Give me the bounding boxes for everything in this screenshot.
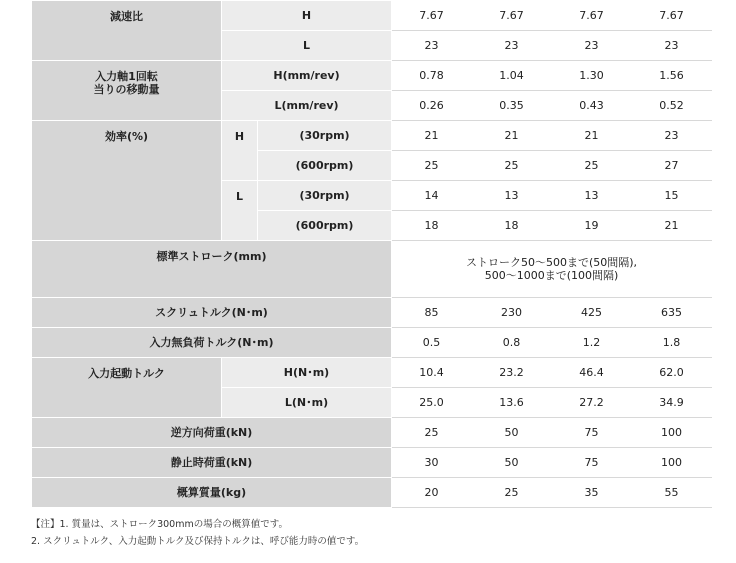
- cell-value: 7.67: [392, 1, 472, 31]
- cell-value: 0.78: [392, 61, 472, 91]
- efficiency-h-label: H: [222, 121, 258, 181]
- cell-value: 18: [472, 211, 552, 241]
- cell-value: 100: [632, 448, 712, 478]
- cell-value: 23: [472, 31, 552, 61]
- cell-value: 13: [552, 181, 632, 211]
- cell-value: 75: [552, 448, 632, 478]
- cell-value: 27: [632, 151, 712, 181]
- efficiency-l-label: L: [222, 181, 258, 241]
- cell-value: 1.56: [632, 61, 712, 91]
- cell-value: 0.52: [632, 91, 712, 121]
- cell-value: 23: [632, 121, 712, 151]
- table-row: [32, 298, 712, 328]
- cell-value: 0.5: [392, 328, 472, 358]
- table-row: [32, 241, 712, 298]
- cell-value: 75: [552, 418, 632, 448]
- sub-label: H: [222, 1, 392, 31]
- cell-value: 13.6: [472, 388, 552, 418]
- row-label-line: 当りの移動量: [93, 83, 160, 97]
- cell-value: 23: [392, 31, 472, 61]
- cell-value: 23: [632, 31, 712, 61]
- cell-value: 100: [632, 418, 712, 448]
- cell-value: 635: [632, 298, 712, 328]
- cell-value: 1.8: [632, 328, 712, 358]
- sub-label: (600rpm): [258, 211, 392, 241]
- cell-value: 10.4: [392, 358, 472, 388]
- cell-value: 35: [552, 478, 632, 508]
- cell-value: 7.67: [472, 1, 552, 31]
- sub-label: L: [222, 31, 392, 61]
- table-row: [32, 478, 712, 508]
- cell-value: 14: [392, 181, 472, 211]
- row-label-static-load: 静止時荷重(kN): [32, 448, 392, 478]
- cell-value: 46.4: [552, 358, 632, 388]
- table-row: [32, 358, 712, 388]
- cell-value: 30: [392, 448, 472, 478]
- stroke-line: ストローク50～500まで(50間隔),: [465, 255, 638, 269]
- cell-value: 25: [552, 151, 632, 181]
- cell-value: 0.35: [472, 91, 552, 121]
- cell-value: 23: [552, 31, 632, 61]
- note-line: 2. スクリュトルク、入力起動トルク及び保持トルクは、呼び能力時の値です。: [31, 536, 365, 547]
- cell-value: 23.2: [472, 358, 552, 388]
- notes: [31, 516, 364, 550]
- cell-value: 25: [472, 478, 552, 508]
- cell-value: 7.67: [632, 1, 712, 31]
- row-label-screw-torque: スクリュトルク(N･m): [32, 298, 392, 328]
- cell-value: 1.04: [472, 61, 552, 91]
- cell-value: 25.0: [392, 388, 472, 418]
- cell-value: 25: [392, 418, 472, 448]
- row-label-mass: 概算質量(kg): [32, 478, 392, 508]
- table-row: [32, 121, 712, 151]
- row-label-travel: [32, 61, 222, 121]
- row-label-efficiency: 効率(%): [32, 121, 222, 241]
- cell-value: 27.2: [552, 388, 632, 418]
- spec-table: [31, 0, 712, 508]
- table-row: [32, 328, 712, 358]
- cell-value: 25: [472, 151, 552, 181]
- cell-value: 85: [392, 298, 472, 328]
- sub-label: H(N･m): [222, 358, 392, 388]
- cell-value: 1.30: [552, 61, 632, 91]
- cell-value: 21: [472, 121, 552, 151]
- row-label-line: 入力軸1回転: [95, 70, 158, 83]
- sub-label: (30rpm): [258, 121, 392, 151]
- row-label-no-load-torque: 入力無負荷トルク(N･m): [32, 328, 392, 358]
- cell-value: 21: [392, 121, 472, 151]
- sub-label: (30rpm): [258, 181, 392, 211]
- sub-label: L(mm/rev): [222, 91, 392, 121]
- cell-value: 50: [472, 448, 552, 478]
- cell-value: 0.43: [552, 91, 632, 121]
- cell-value: 1.2: [552, 328, 632, 358]
- cell-value: 50: [472, 418, 552, 448]
- cell-value: 21: [632, 211, 712, 241]
- note-line: 【注】1. 質量は、ストローク300mmの場合の概算値です。: [31, 519, 288, 530]
- cell-value: 25: [392, 151, 472, 181]
- cell-value: 21: [552, 121, 632, 151]
- cell-value: 7.67: [552, 1, 632, 31]
- cell-value: 15: [632, 181, 712, 211]
- cell-value: 20: [392, 478, 472, 508]
- row-label-start-torque: 入力起動トルク: [32, 358, 222, 418]
- cell-value: 34.9: [632, 388, 712, 418]
- stroke-value: [392, 241, 712, 298]
- table-row: [32, 61, 712, 91]
- sub-label: (600rpm): [258, 151, 392, 181]
- cell-value: 0.26: [392, 91, 472, 121]
- cell-value: 425: [552, 298, 632, 328]
- table-row: [32, 418, 712, 448]
- cell-value: 55: [632, 478, 712, 508]
- cell-value: 62.0: [632, 358, 712, 388]
- sub-label: L(N･m): [222, 388, 392, 418]
- cell-value: 0.8: [472, 328, 552, 358]
- cell-value: 18: [392, 211, 472, 241]
- sub-label: H(mm/rev): [222, 61, 392, 91]
- table-row: [32, 1, 712, 31]
- table-row: [32, 448, 712, 478]
- cell-value: 19: [552, 211, 632, 241]
- row-label-reduction: 減速比: [32, 1, 222, 61]
- row-label-reverse-load: 逆方向荷重(kN): [32, 418, 392, 448]
- row-label-stroke: 標準ストローク(mm): [32, 241, 392, 298]
- cell-value: 230: [472, 298, 552, 328]
- stroke-line: 500～1000まで(100間隔): [484, 269, 619, 282]
- cell-value: 13: [472, 181, 552, 211]
